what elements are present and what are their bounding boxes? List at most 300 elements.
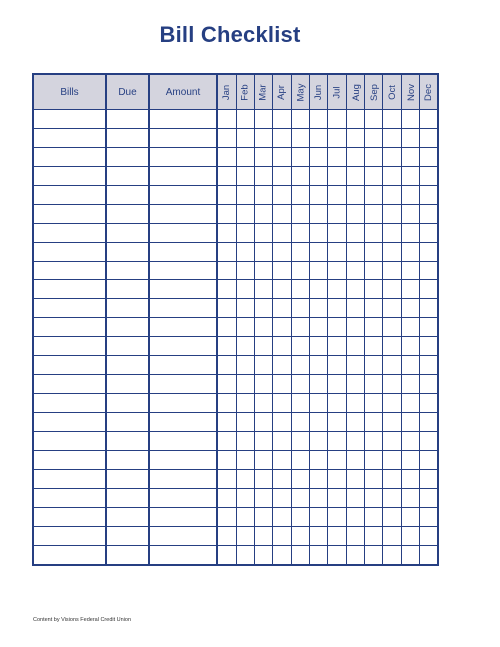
paid-checkbox-aug[interactable] xyxy=(347,394,365,413)
due-date-cell[interactable] xyxy=(106,469,149,488)
paid-checkbox-feb[interactable] xyxy=(236,204,254,223)
paid-checkbox-may[interactable] xyxy=(291,450,310,469)
paid-checkbox-jul[interactable] xyxy=(328,431,347,450)
paid-checkbox-sep[interactable] xyxy=(365,469,383,488)
paid-checkbox-mar[interactable] xyxy=(254,185,272,204)
bill-name-cell[interactable] xyxy=(33,185,106,204)
paid-checkbox-feb[interactable] xyxy=(236,526,254,545)
due-date-cell[interactable] xyxy=(106,128,149,147)
paid-checkbox-nov[interactable] xyxy=(402,318,420,337)
paid-checkbox-oct[interactable] xyxy=(383,394,402,413)
paid-checkbox-dec[interactable] xyxy=(420,413,438,432)
paid-checkbox-jul[interactable] xyxy=(328,223,347,242)
paid-checkbox-jul[interactable] xyxy=(328,526,347,545)
paid-checkbox-may[interactable] xyxy=(291,488,310,507)
paid-checkbox-mar[interactable] xyxy=(254,166,272,185)
paid-checkbox-jan[interactable] xyxy=(217,413,236,432)
paid-checkbox-apr[interactable] xyxy=(272,507,291,526)
amount-cell[interactable] xyxy=(149,431,217,450)
amount-cell[interactable] xyxy=(149,223,217,242)
paid-checkbox-oct[interactable] xyxy=(383,488,402,507)
due-date-cell[interactable] xyxy=(106,450,149,469)
paid-checkbox-feb[interactable] xyxy=(236,318,254,337)
paid-checkbox-jun[interactable] xyxy=(310,526,328,545)
amount-cell[interactable] xyxy=(149,545,217,564)
amount-cell[interactable] xyxy=(149,450,217,469)
paid-checkbox-jul[interactable] xyxy=(328,242,347,261)
paid-checkbox-jan[interactable] xyxy=(217,394,236,413)
paid-checkbox-mar[interactable] xyxy=(254,526,272,545)
paid-checkbox-sep[interactable] xyxy=(365,356,383,375)
paid-checkbox-jul[interactable] xyxy=(328,375,347,394)
paid-checkbox-sep[interactable] xyxy=(365,147,383,166)
paid-checkbox-nov[interactable] xyxy=(402,242,420,261)
paid-checkbox-feb[interactable] xyxy=(236,488,254,507)
paid-checkbox-jan[interactable] xyxy=(217,526,236,545)
paid-checkbox-jul[interactable] xyxy=(328,394,347,413)
paid-checkbox-aug[interactable] xyxy=(347,204,365,223)
paid-checkbox-jul[interactable] xyxy=(328,280,347,299)
amount-cell[interactable] xyxy=(149,110,217,129)
paid-checkbox-nov[interactable] xyxy=(402,431,420,450)
paid-checkbox-jun[interactable] xyxy=(310,147,328,166)
paid-checkbox-feb[interactable] xyxy=(236,394,254,413)
due-date-cell[interactable] xyxy=(106,223,149,242)
due-date-cell[interactable] xyxy=(106,488,149,507)
paid-checkbox-may[interactable] xyxy=(291,261,310,280)
bill-name-cell[interactable] xyxy=(33,507,106,526)
due-date-cell[interactable] xyxy=(106,110,149,129)
paid-checkbox-apr[interactable] xyxy=(272,337,291,356)
due-date-cell[interactable] xyxy=(106,337,149,356)
paid-checkbox-aug[interactable] xyxy=(347,431,365,450)
due-date-cell[interactable] xyxy=(106,394,149,413)
paid-checkbox-jun[interactable] xyxy=(310,261,328,280)
paid-checkbox-jun[interactable] xyxy=(310,204,328,223)
amount-cell[interactable] xyxy=(149,185,217,204)
amount-cell[interactable] xyxy=(149,413,217,432)
paid-checkbox-mar[interactable] xyxy=(254,413,272,432)
paid-checkbox-feb[interactable] xyxy=(236,469,254,488)
paid-checkbox-may[interactable] xyxy=(291,185,310,204)
due-date-cell[interactable] xyxy=(106,166,149,185)
paid-checkbox-oct[interactable] xyxy=(383,128,402,147)
paid-checkbox-nov[interactable] xyxy=(402,280,420,299)
paid-checkbox-jun[interactable] xyxy=(310,469,328,488)
paid-checkbox-jun[interactable] xyxy=(310,394,328,413)
paid-checkbox-aug[interactable] xyxy=(347,469,365,488)
paid-checkbox-oct[interactable] xyxy=(383,110,402,129)
paid-checkbox-jul[interactable] xyxy=(328,413,347,432)
amount-cell[interactable] xyxy=(149,147,217,166)
paid-checkbox-sep[interactable] xyxy=(365,394,383,413)
paid-checkbox-aug[interactable] xyxy=(347,299,365,318)
paid-checkbox-feb[interactable] xyxy=(236,431,254,450)
paid-checkbox-apr[interactable] xyxy=(272,299,291,318)
paid-checkbox-nov[interactable] xyxy=(402,545,420,564)
paid-checkbox-nov[interactable] xyxy=(402,337,420,356)
paid-checkbox-sep[interactable] xyxy=(365,318,383,337)
paid-checkbox-jan[interactable] xyxy=(217,450,236,469)
paid-checkbox-apr[interactable] xyxy=(272,242,291,261)
paid-checkbox-mar[interactable] xyxy=(254,110,272,129)
paid-checkbox-oct[interactable] xyxy=(383,469,402,488)
paid-checkbox-mar[interactable] xyxy=(254,280,272,299)
due-date-cell[interactable] xyxy=(106,356,149,375)
paid-checkbox-oct[interactable] xyxy=(383,431,402,450)
paid-checkbox-dec[interactable] xyxy=(420,242,438,261)
bill-name-cell[interactable] xyxy=(33,337,106,356)
bill-name-cell[interactable] xyxy=(33,318,106,337)
paid-checkbox-nov[interactable] xyxy=(402,110,420,129)
paid-checkbox-oct[interactable] xyxy=(383,147,402,166)
paid-checkbox-feb[interactable] xyxy=(236,545,254,564)
paid-checkbox-nov[interactable] xyxy=(402,204,420,223)
paid-checkbox-apr[interactable] xyxy=(272,450,291,469)
paid-checkbox-jul[interactable] xyxy=(328,356,347,375)
paid-checkbox-nov[interactable] xyxy=(402,394,420,413)
paid-checkbox-sep[interactable] xyxy=(365,507,383,526)
paid-checkbox-apr[interactable] xyxy=(272,356,291,375)
paid-checkbox-oct[interactable] xyxy=(383,526,402,545)
paid-checkbox-feb[interactable] xyxy=(236,280,254,299)
due-date-cell[interactable] xyxy=(106,280,149,299)
paid-checkbox-oct[interactable] xyxy=(383,185,402,204)
paid-checkbox-nov[interactable] xyxy=(402,147,420,166)
paid-checkbox-nov[interactable] xyxy=(402,261,420,280)
paid-checkbox-dec[interactable] xyxy=(420,223,438,242)
paid-checkbox-dec[interactable] xyxy=(420,545,438,564)
paid-checkbox-sep[interactable] xyxy=(365,223,383,242)
paid-checkbox-jul[interactable] xyxy=(328,261,347,280)
paid-checkbox-sep[interactable] xyxy=(365,431,383,450)
due-date-cell[interactable] xyxy=(106,261,149,280)
due-date-cell[interactable] xyxy=(106,299,149,318)
paid-checkbox-may[interactable] xyxy=(291,242,310,261)
paid-checkbox-aug[interactable] xyxy=(347,526,365,545)
paid-checkbox-feb[interactable] xyxy=(236,185,254,204)
amount-cell[interactable] xyxy=(149,242,217,261)
due-date-cell[interactable] xyxy=(106,431,149,450)
amount-cell[interactable] xyxy=(149,261,217,280)
paid-checkbox-oct[interactable] xyxy=(383,204,402,223)
paid-checkbox-may[interactable] xyxy=(291,128,310,147)
paid-checkbox-may[interactable] xyxy=(291,545,310,564)
paid-checkbox-feb[interactable] xyxy=(236,242,254,261)
paid-checkbox-dec[interactable] xyxy=(420,431,438,450)
paid-checkbox-jan[interactable] xyxy=(217,356,236,375)
due-date-cell[interactable] xyxy=(106,526,149,545)
paid-checkbox-nov[interactable] xyxy=(402,488,420,507)
paid-checkbox-aug[interactable] xyxy=(347,147,365,166)
paid-checkbox-may[interactable] xyxy=(291,394,310,413)
paid-checkbox-jul[interactable] xyxy=(328,299,347,318)
paid-checkbox-may[interactable] xyxy=(291,413,310,432)
paid-checkbox-aug[interactable] xyxy=(347,223,365,242)
paid-checkbox-feb[interactable] xyxy=(236,110,254,129)
paid-checkbox-aug[interactable] xyxy=(347,375,365,394)
paid-checkbox-may[interactable] xyxy=(291,507,310,526)
paid-checkbox-jul[interactable] xyxy=(328,337,347,356)
paid-checkbox-jul[interactable] xyxy=(328,469,347,488)
paid-checkbox-jan[interactable] xyxy=(217,375,236,394)
paid-checkbox-sep[interactable] xyxy=(365,375,383,394)
paid-checkbox-aug[interactable] xyxy=(347,280,365,299)
amount-cell[interactable] xyxy=(149,337,217,356)
paid-checkbox-mar[interactable] xyxy=(254,318,272,337)
bill-name-cell[interactable] xyxy=(33,242,106,261)
paid-checkbox-dec[interactable] xyxy=(420,375,438,394)
paid-checkbox-mar[interactable] xyxy=(254,469,272,488)
due-date-cell[interactable] xyxy=(106,147,149,166)
paid-checkbox-aug[interactable] xyxy=(347,128,365,147)
bill-name-cell[interactable] xyxy=(33,261,106,280)
paid-checkbox-jun[interactable] xyxy=(310,450,328,469)
amount-cell[interactable] xyxy=(149,526,217,545)
paid-checkbox-dec[interactable] xyxy=(420,356,438,375)
paid-checkbox-jun[interactable] xyxy=(310,223,328,242)
paid-checkbox-jun[interactable] xyxy=(310,299,328,318)
paid-checkbox-jul[interactable] xyxy=(328,507,347,526)
paid-checkbox-dec[interactable] xyxy=(420,450,438,469)
paid-checkbox-jan[interactable] xyxy=(217,299,236,318)
bill-name-cell[interactable] xyxy=(33,166,106,185)
paid-checkbox-oct[interactable] xyxy=(383,450,402,469)
paid-checkbox-may[interactable] xyxy=(291,356,310,375)
paid-checkbox-apr[interactable] xyxy=(272,110,291,129)
paid-checkbox-oct[interactable] xyxy=(383,242,402,261)
paid-checkbox-nov[interactable] xyxy=(402,299,420,318)
paid-checkbox-dec[interactable] xyxy=(420,280,438,299)
paid-checkbox-jan[interactable] xyxy=(217,261,236,280)
paid-checkbox-aug[interactable] xyxy=(347,110,365,129)
amount-cell[interactable] xyxy=(149,394,217,413)
paid-checkbox-jun[interactable] xyxy=(310,185,328,204)
paid-checkbox-feb[interactable] xyxy=(236,356,254,375)
amount-cell[interactable] xyxy=(149,299,217,318)
paid-checkbox-oct[interactable] xyxy=(383,318,402,337)
paid-checkbox-dec[interactable] xyxy=(420,488,438,507)
bill-name-cell[interactable] xyxy=(33,147,106,166)
paid-checkbox-nov[interactable] xyxy=(402,450,420,469)
paid-checkbox-may[interactable] xyxy=(291,204,310,223)
amount-cell[interactable] xyxy=(149,488,217,507)
due-date-cell[interactable] xyxy=(106,242,149,261)
paid-checkbox-feb[interactable] xyxy=(236,261,254,280)
paid-checkbox-jan[interactable] xyxy=(217,507,236,526)
paid-checkbox-nov[interactable] xyxy=(402,223,420,242)
paid-checkbox-aug[interactable] xyxy=(347,450,365,469)
bill-name-cell[interactable] xyxy=(33,431,106,450)
paid-checkbox-jun[interactable] xyxy=(310,507,328,526)
paid-checkbox-sep[interactable] xyxy=(365,128,383,147)
due-date-cell[interactable] xyxy=(106,545,149,564)
paid-checkbox-apr[interactable] xyxy=(272,431,291,450)
paid-checkbox-apr[interactable] xyxy=(272,469,291,488)
paid-checkbox-mar[interactable] xyxy=(254,242,272,261)
paid-checkbox-oct[interactable] xyxy=(383,280,402,299)
amount-cell[interactable] xyxy=(149,318,217,337)
paid-checkbox-dec[interactable] xyxy=(420,318,438,337)
paid-checkbox-mar[interactable] xyxy=(254,223,272,242)
paid-checkbox-oct[interactable] xyxy=(383,356,402,375)
bill-name-cell[interactable] xyxy=(33,545,106,564)
bill-name-cell[interactable] xyxy=(33,128,106,147)
paid-checkbox-may[interactable] xyxy=(291,431,310,450)
paid-checkbox-sep[interactable] xyxy=(365,450,383,469)
paid-checkbox-apr[interactable] xyxy=(272,128,291,147)
paid-checkbox-mar[interactable] xyxy=(254,507,272,526)
paid-checkbox-may[interactable] xyxy=(291,375,310,394)
paid-checkbox-apr[interactable] xyxy=(272,204,291,223)
paid-checkbox-may[interactable] xyxy=(291,147,310,166)
paid-checkbox-may[interactable] xyxy=(291,166,310,185)
paid-checkbox-aug[interactable] xyxy=(347,242,365,261)
paid-checkbox-mar[interactable] xyxy=(254,450,272,469)
paid-checkbox-apr[interactable] xyxy=(272,223,291,242)
paid-checkbox-may[interactable] xyxy=(291,337,310,356)
paid-checkbox-mar[interactable] xyxy=(254,337,272,356)
paid-checkbox-aug[interactable] xyxy=(347,488,365,507)
paid-checkbox-may[interactable] xyxy=(291,110,310,129)
paid-checkbox-jul[interactable] xyxy=(328,318,347,337)
bill-name-cell[interactable] xyxy=(33,280,106,299)
amount-cell[interactable] xyxy=(149,507,217,526)
bill-name-cell[interactable] xyxy=(33,394,106,413)
amount-cell[interactable] xyxy=(149,204,217,223)
paid-checkbox-mar[interactable] xyxy=(254,204,272,223)
paid-checkbox-feb[interactable] xyxy=(236,166,254,185)
paid-checkbox-jul[interactable] xyxy=(328,110,347,129)
bill-name-cell[interactable] xyxy=(33,375,106,394)
paid-checkbox-oct[interactable] xyxy=(383,337,402,356)
paid-checkbox-nov[interactable] xyxy=(402,128,420,147)
paid-checkbox-aug[interactable] xyxy=(347,261,365,280)
due-date-cell[interactable] xyxy=(106,185,149,204)
amount-cell[interactable] xyxy=(149,166,217,185)
paid-checkbox-jun[interactable] xyxy=(310,488,328,507)
paid-checkbox-jan[interactable] xyxy=(217,204,236,223)
paid-checkbox-oct[interactable] xyxy=(383,545,402,564)
paid-checkbox-oct[interactable] xyxy=(383,375,402,394)
paid-checkbox-feb[interactable] xyxy=(236,147,254,166)
paid-checkbox-jun[interactable] xyxy=(310,242,328,261)
paid-checkbox-jul[interactable] xyxy=(328,545,347,564)
bill-name-cell[interactable] xyxy=(33,299,106,318)
paid-checkbox-jan[interactable] xyxy=(217,318,236,337)
paid-checkbox-jan[interactable] xyxy=(217,223,236,242)
paid-checkbox-apr[interactable] xyxy=(272,488,291,507)
paid-checkbox-nov[interactable] xyxy=(402,526,420,545)
paid-checkbox-jun[interactable] xyxy=(310,128,328,147)
paid-checkbox-dec[interactable] xyxy=(420,166,438,185)
paid-checkbox-jun[interactable] xyxy=(310,166,328,185)
paid-checkbox-mar[interactable] xyxy=(254,261,272,280)
paid-checkbox-jun[interactable] xyxy=(310,337,328,356)
paid-checkbox-jan[interactable] xyxy=(217,242,236,261)
paid-checkbox-nov[interactable] xyxy=(402,185,420,204)
paid-checkbox-dec[interactable] xyxy=(420,299,438,318)
paid-checkbox-apr[interactable] xyxy=(272,375,291,394)
paid-checkbox-mar[interactable] xyxy=(254,147,272,166)
paid-checkbox-jun[interactable] xyxy=(310,545,328,564)
paid-checkbox-feb[interactable] xyxy=(236,337,254,356)
bill-name-cell[interactable] xyxy=(33,450,106,469)
due-date-cell[interactable] xyxy=(106,318,149,337)
amount-cell[interactable] xyxy=(149,375,217,394)
paid-checkbox-nov[interactable] xyxy=(402,375,420,394)
paid-checkbox-jul[interactable] xyxy=(328,185,347,204)
paid-checkbox-mar[interactable] xyxy=(254,128,272,147)
paid-checkbox-feb[interactable] xyxy=(236,375,254,394)
paid-checkbox-jul[interactable] xyxy=(328,147,347,166)
paid-checkbox-jan[interactable] xyxy=(217,469,236,488)
paid-checkbox-dec[interactable] xyxy=(420,507,438,526)
paid-checkbox-aug[interactable] xyxy=(347,166,365,185)
paid-checkbox-may[interactable] xyxy=(291,280,310,299)
bill-name-cell[interactable] xyxy=(33,488,106,507)
paid-checkbox-aug[interactable] xyxy=(347,337,365,356)
paid-checkbox-nov[interactable] xyxy=(402,166,420,185)
paid-checkbox-sep[interactable] xyxy=(365,185,383,204)
paid-checkbox-apr[interactable] xyxy=(272,261,291,280)
paid-checkbox-sep[interactable] xyxy=(365,413,383,432)
paid-checkbox-jun[interactable] xyxy=(310,280,328,299)
paid-checkbox-aug[interactable] xyxy=(347,545,365,564)
paid-checkbox-mar[interactable] xyxy=(254,488,272,507)
paid-checkbox-sep[interactable] xyxy=(365,110,383,129)
paid-checkbox-sep[interactable] xyxy=(365,488,383,507)
paid-checkbox-oct[interactable] xyxy=(383,261,402,280)
paid-checkbox-may[interactable] xyxy=(291,469,310,488)
paid-checkbox-nov[interactable] xyxy=(402,507,420,526)
paid-checkbox-mar[interactable] xyxy=(254,356,272,375)
paid-checkbox-mar[interactable] xyxy=(254,394,272,413)
paid-checkbox-apr[interactable] xyxy=(272,318,291,337)
paid-checkbox-aug[interactable] xyxy=(347,318,365,337)
paid-checkbox-dec[interactable] xyxy=(420,185,438,204)
paid-checkbox-jun[interactable] xyxy=(310,356,328,375)
paid-checkbox-nov[interactable] xyxy=(402,413,420,432)
paid-checkbox-dec[interactable] xyxy=(420,147,438,166)
paid-checkbox-apr[interactable] xyxy=(272,280,291,299)
paid-checkbox-jun[interactable] xyxy=(310,318,328,337)
paid-checkbox-may[interactable] xyxy=(291,318,310,337)
due-date-cell[interactable] xyxy=(106,507,149,526)
paid-checkbox-dec[interactable] xyxy=(420,526,438,545)
paid-checkbox-jul[interactable] xyxy=(328,204,347,223)
paid-checkbox-apr[interactable] xyxy=(272,147,291,166)
paid-checkbox-apr[interactable] xyxy=(272,166,291,185)
paid-checkbox-aug[interactable] xyxy=(347,413,365,432)
paid-checkbox-nov[interactable] xyxy=(402,356,420,375)
paid-checkbox-apr[interactable] xyxy=(272,413,291,432)
paid-checkbox-feb[interactable] xyxy=(236,413,254,432)
amount-cell[interactable] xyxy=(149,128,217,147)
paid-checkbox-mar[interactable] xyxy=(254,545,272,564)
paid-checkbox-oct[interactable] xyxy=(383,223,402,242)
paid-checkbox-sep[interactable] xyxy=(365,242,383,261)
paid-checkbox-feb[interactable] xyxy=(236,223,254,242)
paid-checkbox-oct[interactable] xyxy=(383,299,402,318)
paid-checkbox-sep[interactable] xyxy=(365,337,383,356)
paid-checkbox-mar[interactable] xyxy=(254,431,272,450)
paid-checkbox-aug[interactable] xyxy=(347,185,365,204)
paid-checkbox-jun[interactable] xyxy=(310,110,328,129)
amount-cell[interactable] xyxy=(149,280,217,299)
paid-checkbox-oct[interactable] xyxy=(383,507,402,526)
bill-name-cell[interactable] xyxy=(33,469,106,488)
